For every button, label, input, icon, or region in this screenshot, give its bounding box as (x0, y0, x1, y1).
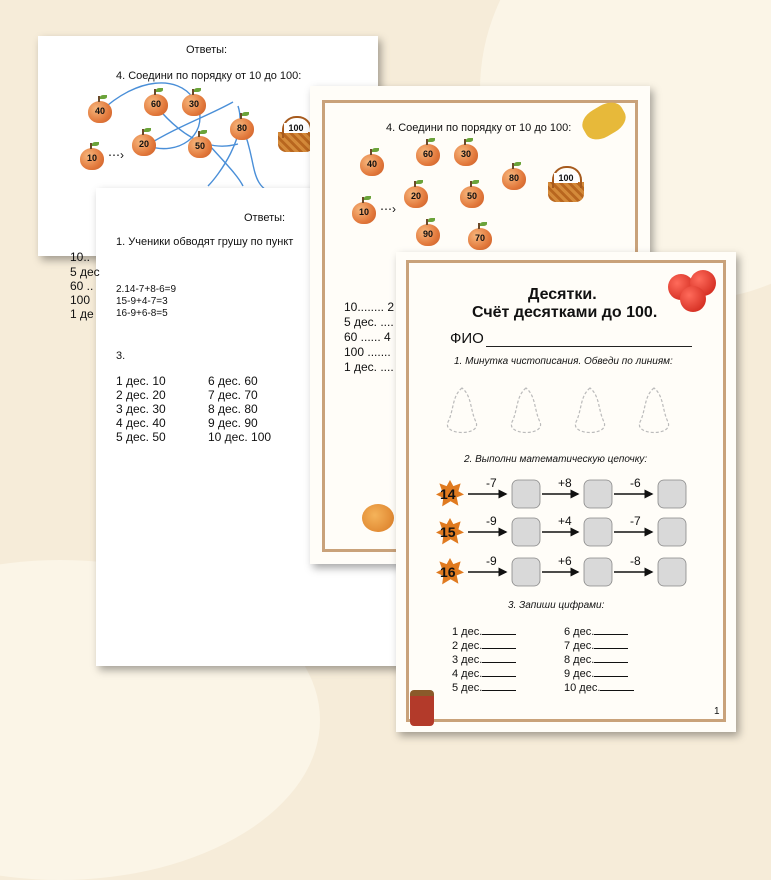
apples-icon (668, 266, 720, 310)
task-line: 60 ...... 4 (344, 330, 391, 344)
task-line: 1 дес. .... (344, 360, 394, 374)
apple: 90 (416, 224, 440, 246)
tens-item: 2 дес. (452, 640, 516, 652)
chain-op: -9 (486, 514, 497, 528)
answer-item: 7 дес. 70 (208, 388, 258, 402)
answers-title: Ответы: (186, 44, 228, 56)
tens-item: 5 дес. (452, 682, 516, 694)
apple: 50 (188, 136, 212, 158)
task-4-title: 4. Соедини по порядку от 10 до 100: (386, 122, 572, 134)
page-subtitle: Счёт десятками до 100. (472, 304, 658, 321)
task-line: 5 дес. .... (344, 315, 394, 329)
page-title: Десятки. (528, 286, 597, 303)
task-line: 100 ....... (344, 345, 391, 359)
task-4-title: 4. Соедини по порядку от 10 до 100: (116, 70, 302, 82)
answer-item: 3 дес. 30 (116, 402, 166, 416)
arrow-icon: ⋯› (108, 148, 124, 162)
chain-op: +6 (558, 554, 572, 568)
chain-op: -9 (486, 554, 497, 568)
chain-start: 15 (440, 524, 456, 540)
tens-item: 8 дес. (564, 654, 628, 666)
answer-item: 6 дес. 60 (208, 374, 258, 388)
chain-op: -8 (630, 554, 641, 568)
tens-item: 10 дес. (564, 682, 634, 694)
apple: 70 (468, 228, 492, 250)
answer-task-3: 3. (116, 350, 126, 362)
chain-op: +4 (558, 514, 572, 528)
answer-item: 2 дес. 20 (116, 388, 166, 402)
tens-item: 1 дес. (452, 626, 516, 638)
fragment-line: 10.. (70, 250, 91, 264)
tens-item: 6 дес. (564, 626, 628, 638)
fragment-line: 1 де (70, 307, 94, 321)
fragment-line: 100 (70, 293, 91, 307)
answers-title: Ответы: (244, 212, 286, 224)
chain-op: -6 (630, 476, 641, 490)
pumpkin-icon (362, 504, 394, 532)
fragment-line: 60 .. (70, 279, 94, 293)
task-1-title: 1. Минутка чистописания. Обведи по линиям: (454, 356, 673, 367)
task-3-title: 3. Запиши цифрами: (508, 600, 605, 611)
apple: 20 (404, 186, 428, 208)
answer-item: 8 дес. 80 (208, 402, 258, 416)
task-2-title: 2. Выполни математическую цепочку: (464, 454, 648, 465)
chain-op: +8 (558, 476, 572, 490)
apple: 10 (80, 148, 104, 170)
tens-item: 7 дес. (564, 640, 628, 652)
basket-icon: 100 (548, 182, 584, 202)
answer-task-2-line: 15-9+4-7=3 (116, 296, 168, 307)
fragment-line: 5 дес (70, 265, 100, 279)
answer-task-2-line: 2.14-7+8-6=9 (116, 284, 177, 295)
apple: 30 (182, 94, 206, 116)
apple: 60 (416, 144, 440, 166)
basket-icon: 100 (278, 132, 314, 152)
answer-task-2-line: 16-9+6-8=5 (116, 308, 168, 319)
apple: 40 (88, 101, 112, 123)
apple: 20 (132, 134, 156, 156)
worksheet-front (396, 252, 736, 732)
task-line: 10........ 2 (344, 300, 395, 314)
arrow-icon: ⋯› (380, 202, 396, 216)
chain-start: 16 (440, 564, 456, 580)
answer-task-1: 1. Ученики обводят грушу по пункт (116, 236, 294, 248)
answer-item: 4 дес. 40 (116, 416, 166, 430)
answer-item: 5 дес. 50 (116, 430, 166, 444)
tens-item: 3 дес. (452, 654, 516, 666)
tens-item: 4 дес. (452, 668, 516, 680)
apple: 30 (454, 144, 478, 166)
answer-item: 9 дес. 90 (208, 416, 258, 430)
apple: 50 (460, 186, 484, 208)
apple: 10 (352, 202, 376, 224)
apple: 80 (230, 118, 254, 140)
chain-start: 14 (440, 486, 456, 502)
apple: 80 (502, 168, 526, 190)
page-number: 1 (714, 706, 720, 717)
chain-op: -7 (486, 476, 497, 490)
chain-op: -7 (630, 514, 641, 528)
answer-item: 1 дес. 10 (116, 374, 166, 388)
fio-label: ФИО (450, 330, 484, 347)
tens-item: 9 дес. (564, 668, 628, 680)
answer-item: 10 дес. 100 (208, 430, 272, 444)
jam-jar-icon (410, 690, 434, 726)
apple: 40 (360, 154, 384, 176)
apple: 60 (144, 94, 168, 116)
